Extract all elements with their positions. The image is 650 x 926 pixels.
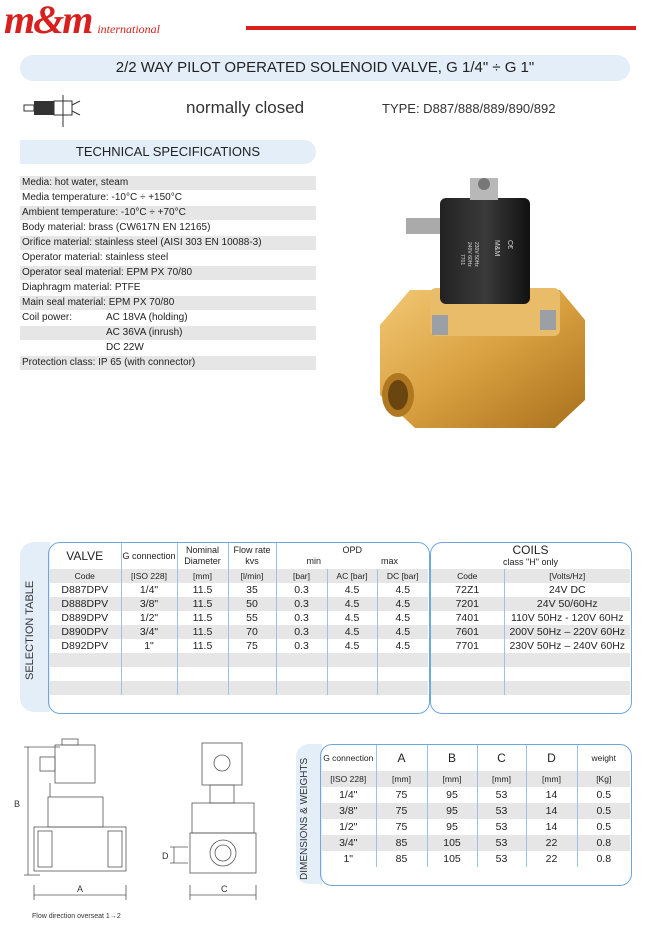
- cell-code: D889DPV: [49, 611, 121, 625]
- dim-cell-d: 14: [526, 803, 577, 819]
- header-opd-group: [276, 543, 428, 569]
- dimensions-table: [321, 745, 630, 867]
- label-line-2: 240V 60Hz: [466, 242, 472, 267]
- cell-flow: 50: [228, 597, 276, 611]
- cell-flow: 55: [228, 611, 276, 625]
- brand-name: m&m: [4, 0, 92, 42]
- cell-ac: 4.5: [327, 583, 377, 597]
- selection-coil-table: [431, 543, 630, 695]
- cell-flow: 75: [228, 639, 276, 653]
- normally-closed-label: normally closed: [186, 98, 305, 117]
- dim-cell-g: 1/4": [321, 787, 376, 803]
- dim-cell-weight: 0.8: [596, 853, 612, 865]
- dim-cell-weight: 0.5: [596, 821, 612, 833]
- dim-cell-weight: 0.5: [596, 805, 612, 817]
- dim-cell-a: 75: [376, 803, 427, 819]
- header-coils: COILS: [512, 543, 549, 557]
- header-coils-sub: class "H" only: [503, 557, 558, 567]
- header-min: min: [306, 556, 321, 566]
- unit-mm: [mm]: [177, 569, 228, 583]
- dim-cell-c: 53: [477, 851, 526, 867]
- cell-code: D892DPV: [49, 639, 121, 653]
- unit-coil-code: Code: [431, 569, 504, 583]
- cell-coil-code: 7401: [431, 611, 504, 625]
- cell-ac: 4.5: [327, 625, 377, 639]
- type-label: TYPE: D887/888/889/890/892: [382, 101, 556, 116]
- dim-cell-a: 75: [376, 787, 427, 803]
- spec-body-material: Body material: brass (CW617N EN 12165): [20, 221, 316, 235]
- unit-code: Code: [49, 569, 121, 583]
- header-valve: VALVE: [49, 543, 121, 569]
- cell-code: D887DPV: [49, 583, 121, 597]
- spec-ambient-temp: Ambient temperature: -10°C ÷ +70°C: [20, 206, 316, 220]
- header-g-connection: G connection: [121, 543, 177, 569]
- header-opd: OPD: [342, 545, 362, 555]
- dim-header-b: B: [427, 745, 477, 771]
- page-title: 2/2 WAY PILOT OPERATED SOLENOID VALVE, G 1/4" ÷ G 1": [20, 55, 630, 81]
- cell-dc: 4.5: [395, 612, 411, 624]
- cell-coil-code: 72Z1: [431, 583, 504, 597]
- cell-g: 1/4": [121, 583, 177, 597]
- dim-unit-d: [mm]: [526, 771, 577, 787]
- label-line-1: 230V 50Hz: [473, 242, 479, 267]
- dim-unit-kg: [Kg]: [596, 774, 612, 784]
- dim-unit-b: [mm]: [427, 771, 477, 787]
- dim-cell-weight: 0.8: [596, 837, 612, 849]
- cell-dia: 11.5: [177, 583, 228, 597]
- dim-cell-a: 85: [376, 835, 427, 851]
- spec-operator-seal: Operator seal material: EPM PX 70/80: [20, 266, 316, 280]
- cell-dc: 4.5: [395, 626, 411, 638]
- cell-code: D890DPV: [49, 625, 121, 639]
- dim-cell-b: 95: [427, 787, 477, 803]
- tech-spec-heading: TECHNICAL SPECIFICATIONS: [20, 140, 316, 164]
- cell-dia: 11.5: [177, 625, 228, 639]
- dim-cell-g: 1": [321, 851, 376, 867]
- unit-bar: [bar]: [276, 569, 327, 583]
- cell-dia: 11.5: [177, 639, 228, 653]
- label-ce-mark: C€: [506, 240, 513, 249]
- dimension-drawing: [10, 735, 280, 915]
- cell-coil-code: 7701: [431, 639, 504, 653]
- cell-voltage: 200V 50Hz – 220V 60Hz: [509, 626, 626, 638]
- dim-cell-c: 53: [477, 803, 526, 819]
- cell-code: D888DPV: [49, 597, 121, 611]
- dim-cell-weight: 0.5: [596, 789, 612, 801]
- dim-cell-a: 75: [376, 819, 427, 835]
- cell-dia: 11.5: [177, 611, 228, 625]
- header-coils-group: [431, 543, 630, 569]
- coil-power-dc: DC 22W: [106, 342, 144, 353]
- selection-side-label: SELECTION TABLE: [24, 580, 36, 680]
- dim-label-a: A: [77, 884, 84, 894]
- dim-unit-a: [mm]: [376, 771, 427, 787]
- dim-cell-c: 53: [477, 787, 526, 803]
- dim-cell-b: 95: [427, 819, 477, 835]
- spec-coil-dc: [20, 341, 316, 355]
- header-opd-minmax: [277, 556, 429, 567]
- dim-unit-iso: [ISO 228]: [321, 771, 376, 787]
- cell-min: 0.3: [276, 639, 327, 653]
- cell-dc: 4.5: [395, 598, 411, 610]
- dim-cell-b: 105: [427, 835, 477, 851]
- label-line-3: 7701: [459, 254, 465, 266]
- cell-flow: 70: [228, 625, 276, 639]
- cell-dc: 4.5: [395, 640, 411, 652]
- cell-dia: 11.5: [177, 597, 228, 611]
- dim-header-g: G connection: [321, 745, 376, 771]
- unit-lmin: [l/min]: [228, 569, 276, 583]
- cell-min: 0.3: [276, 597, 327, 611]
- coil-power-inrush: AC 36VA (inrush): [106, 327, 183, 338]
- dim-cell-c: 53: [477, 819, 526, 835]
- spec-operator-material: Operator material: stainless steel: [20, 251, 316, 265]
- cell-voltage: 24V 50/60Hz: [536, 598, 598, 610]
- cell-ac: 4.5: [327, 611, 377, 625]
- cell-voltage: 110V 50Hz - 120V 60Hz: [511, 612, 624, 624]
- cell-min: 0.3: [276, 583, 327, 597]
- cell-g: 3/8": [121, 597, 177, 611]
- header-flow-rate: Flow rate kvs: [228, 543, 276, 569]
- dim-cell-d: 22: [526, 835, 577, 851]
- label-brand: M&M: [493, 240, 500, 257]
- dim-header-weight: weight: [591, 753, 617, 763]
- cell-voltage: 230V 50Hz – 240V 60Hz: [509, 640, 626, 652]
- dim-cell-d: 22: [526, 851, 577, 867]
- dim-header-c: C: [477, 745, 526, 771]
- coil-power-label: Coil power:: [22, 312, 73, 323]
- dimensions-side-label: DIMENSIONS & WEIGHTS: [299, 757, 310, 880]
- coil-power-holding: AC 18VA (holding): [106, 312, 188, 323]
- dim-cell-b: 105: [427, 851, 477, 867]
- dim-label-c: C: [221, 884, 228, 894]
- dim-cell-b: 95: [427, 803, 477, 819]
- cell-g: 1/2": [121, 611, 177, 625]
- dim-label-b: B: [14, 799, 21, 809]
- cell-ac: 4.5: [327, 597, 377, 611]
- dim-cell-g: 3/8": [321, 803, 376, 819]
- dim-unit-c: [mm]: [477, 771, 526, 787]
- unit-iso: [ISO 228]: [121, 569, 177, 583]
- dim-cell-a: 85: [376, 851, 427, 867]
- cell-voltage: 24V DC: [548, 584, 586, 596]
- unit-dc-bar: DC [bar]: [386, 571, 419, 581]
- dim-cell-d: 14: [526, 787, 577, 803]
- dim-cell-d: 14: [526, 819, 577, 835]
- spec-coil-inrush: [20, 326, 316, 340]
- valve-symbol-icon: [22, 93, 90, 129]
- header-nominal-diameter: Nominal Diameter: [177, 543, 228, 569]
- cell-min: 0.3: [276, 625, 327, 639]
- header-max: max: [380, 556, 398, 566]
- spec-main-seal: Main seal material: EPM PX 70/80: [20, 296, 316, 310]
- spec-media-temp: Media temperature: -10°C ÷ +150°C: [20, 191, 316, 205]
- selection-valve-table: [49, 543, 428, 695]
- cell-min: 0.3: [276, 611, 327, 625]
- unit-ac-bar: AC [bar]: [327, 569, 377, 583]
- spec-diaphragm: Diaphragm material: PTFE: [20, 281, 316, 295]
- dim-cell-c: 53: [477, 835, 526, 851]
- product-image: [370, 170, 615, 440]
- spec-protection: Protection class: IP 65 (with connector): [20, 356, 316, 370]
- dim-header-a: A: [376, 745, 427, 771]
- cell-flow: 35: [228, 583, 276, 597]
- dim-header-d: D: [526, 745, 577, 771]
- cell-dc: 4.5: [395, 584, 411, 596]
- cell-ac: 4.5: [327, 639, 377, 653]
- flow-note: Flow direction overseat 1→2: [32, 913, 121, 920]
- cell-coil-code: 7201: [431, 597, 504, 611]
- dim-label-d: D: [162, 851, 169, 861]
- dim-cell-g: 1/2": [321, 819, 376, 835]
- header-rule: [246, 26, 636, 30]
- spec-orifice-material: Orifice material: stainless steel (AISI 303 EN 10088-3): [20, 236, 316, 250]
- spec-coil-power: [20, 311, 316, 325]
- brand-logo: [4, 0, 161, 42]
- spec-media: Media: hot water, steam: [20, 176, 316, 190]
- cell-g: 3/4": [121, 625, 177, 639]
- cell-coil-code: 7601: [431, 625, 504, 639]
- dim-cell-g: 3/4": [321, 835, 376, 851]
- cell-g: 1": [121, 639, 177, 653]
- brand-suffix: international: [97, 22, 161, 36]
- unit-volts: [Volts/Hz]: [549, 571, 586, 581]
